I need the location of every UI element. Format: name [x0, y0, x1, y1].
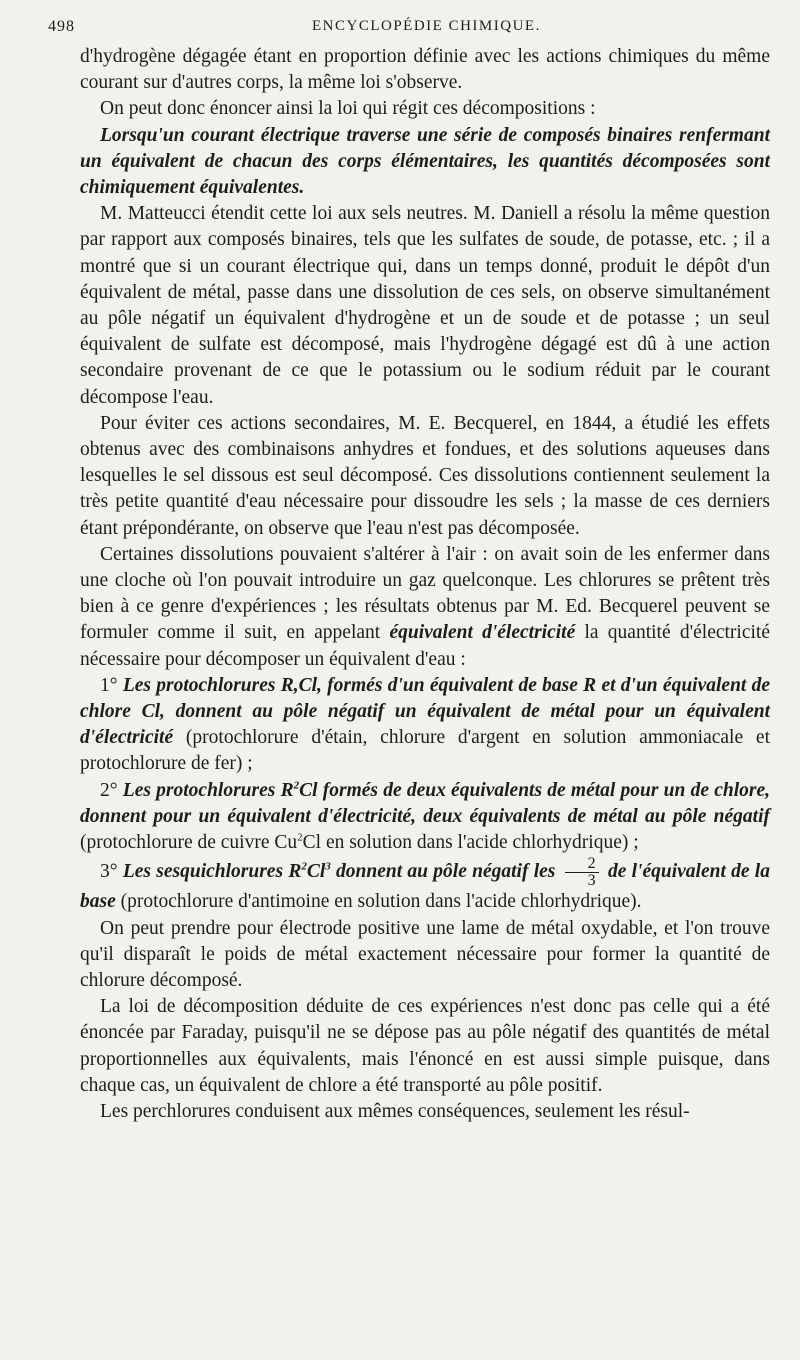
superscript: 3 [325, 860, 331, 873]
item-rule-d: de l'équivalent de la base [80, 861, 770, 913]
superscript: 2 [301, 860, 307, 873]
paragraph-becquerel: Pour éviter ces actions secondaires, M. E. Becquerel, en 1844, a étudié les effets obtenus avec des combinaisons anhydres et fondues, et des solutions aqueuses dans lesquelles le sel dissous est seul décomposé. Ces dissolutions contiennent seulement la très petite quantité d'eau nécessaire pour dissoudre les sels ; la masse de ces derniers étant prépondérante, on observe que l'eau n'est pas décomposée. [80, 412, 770, 539]
fraction-denominator: 3 [587, 872, 596, 890]
item-example-a: (protochlorure de cuivre Cu [80, 832, 298, 854]
list-item-1 [80, 673, 770, 778]
item-example-b: Cl en solution dans l'acide chlorhydrique) ; [302, 832, 639, 854]
page-header [48, 14, 770, 44]
fraction [565, 856, 599, 889]
running-title: ENCYCLOPÉDIE CHIMIQUE. [312, 18, 541, 34]
item-rule-b: Cl formés de deux équivalents de métal pour un de chlore, donnent pour un équivalent d'électricité, deux équivalents de métal au pôle négatif [80, 779, 771, 827]
list-item-3 [80, 856, 770, 915]
paragraph-faraday: La loi de décomposition déduite de ces expériences n'est donc pas celle qui a été énoncée par Faraday, puisqu'il ne se dépose pas au pôle négatif des quantités de métal proportionnelles aux équivalents, mais l'énoncé en est aussi simple puisque, dans chaque cas, un équivalent de chlore a été transporté au pôle positif. [80, 996, 770, 1096]
page-number: 498 [48, 18, 75, 35]
text-segment: la quantité d'électricité nécessaire pour décomposer un équivalent d'eau : [80, 622, 770, 670]
list-item-2 [80, 778, 770, 857]
term-equivalent-electricite: équivalent d'électricité [389, 622, 576, 644]
text-segment: Certaines dissolutions pouvaient s'altérer à l'air : on avait soin de les enfermer dans une cloche où l'on pouvait introduire un gaz quelconque. Les chlorures se prêtent très bien à ce genre d'expériences ; les résultats obtenus par M. Ed. Becquerel peuvent se formuler comme il suit, en appelant [80, 543, 770, 644]
item-example: (protochlorure d'étain, chlorure d'argent en solution ammoniacale et protochlorure de fer) ; [80, 727, 770, 775]
item-rule-b: Cl [306, 861, 326, 883]
paragraph-2: On peut donc énoncer ainsi la loi qui régit ces décompositions : [100, 98, 596, 120]
paragraph-matteucci: M. Matteucci étendit cette loi aux sels neutres. M. Daniell a résolu la même question par rapport aux composés binaires, tels que les sulfates de soude, de potasse, etc. ; il a montré que si un courant électrique qui, dans un temps donné, produit le dépôt d'un équivalent de métal, passe dans une dissolution de ces sels, on observe simultanément au pôle négatif un équivalent d'hydrogène et un de soude et de potasse ; un seul équivalent de sulfate est décomposé, mais l'hydrogène dégagé est dû à une action secondaire provenant de ce que le potassium ou le sodium réduit par le courant décompose l'eau. [80, 203, 770, 408]
item-number: 1° [100, 674, 118, 696]
body-text [80, 44, 770, 1125]
superscript: 2 [293, 779, 300, 792]
item-example: (protochlorure d'antimoine en solution dans l'acide chlorhydrique). [115, 891, 642, 913]
law-statement: Lorsqu'un courant électrique traverse une série de composés binaires renfermant un équivalent de chacun des corps élémentaires, les quantités décomposées sont chimiquement équivalentes. [80, 124, 770, 199]
item-number: 2° [100, 779, 118, 801]
paragraph-dissolutions [80, 542, 770, 673]
item-rule-a: Les sesquichlorures R [122, 861, 302, 883]
fraction-numerator: 2 [565, 856, 599, 873]
item-number: 3° [100, 861, 118, 883]
paragraph-electrode: On peut prendre pour électrode positive une lame de métal oxydable, et l'on trouve qu'il disparaît le poids de métal exactement nécessaire pour former la quantité de chlorure décomposé. [80, 917, 770, 991]
item-rule: Les protochlorures R,Cl, formés d'un équivalent de base R et d'un équivalent de chlore Cl, donnent au pôle négatif un équivalent de métal pour un équivalent d'électricité [80, 674, 771, 749]
superscript: 2 [297, 831, 303, 844]
paragraph-perchlorures: Les perchlorures conduisent aux mêmes conséquences, seulement les résul- [100, 1100, 690, 1122]
item-rule-c: donnent au pôle négatif les [330, 861, 561, 883]
item-rule-a: Les protochlorures R [122, 779, 294, 801]
paragraph-1: d'hydrogène dégagée étant en proportion définie avec les actions chimiques du même courant sur d'autres corps, la même loi s'observe. [80, 46, 770, 94]
